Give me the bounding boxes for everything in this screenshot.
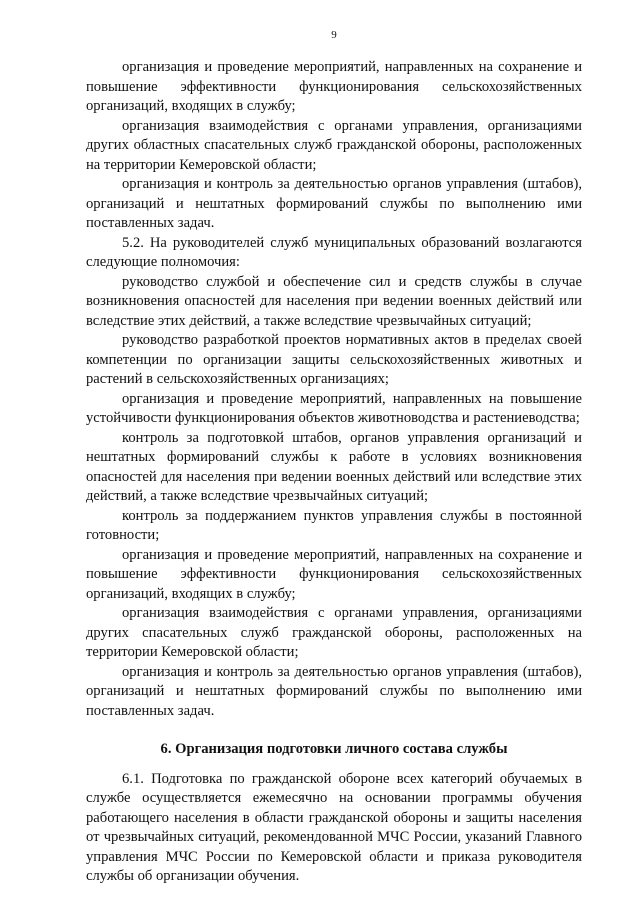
paragraph: организация взаимодействия с органами управления, организациями других областных спасательных служб гражданской обороны, расположенных на территории Кемеровской области; xyxy=(86,117,582,173)
paragraph: контроль за подготовкой штабов, органов управления организаций и нештатных формирований службы к работе в условиях возникновения опасностей для населения при ведении военных действий или вследствие этих действий, а также вследствие чрезвычайных ситуаций; xyxy=(86,429,582,504)
paragraph: 5.2. На руководителей служб муниципальных образований возлагаются следующие полномочия: xyxy=(86,234,582,270)
section-heading: 6. Организация подготовки личного состава службы xyxy=(160,741,508,757)
paragraph: организация и проведение мероприятий, направленных на сохранение и повышение эффективности функционирования сельскохозяйственных организаций, входящих в службу; xyxy=(86,546,582,602)
paragraph: контроль за поддержанием пунктов управления службы в постоянной готовности; xyxy=(86,507,582,543)
paragraph: организация и проведение мероприятий, направленных на сохранение и повышение эффективности функционирования сельскохозяйственных организаций, входящих в службу; xyxy=(86,59,582,114)
paragraph: руководство разработкой проектов нормативных актов в пределах своей компетенции по организации защиты сельскохозяйственных животных и растений в сельскохозяйственных организациях; xyxy=(86,332,582,387)
paragraph: 6.1. Подготовка по гражданской обороне всех категорий обучаемых в службе осуществляется ежемесячно на основании программы обучения работающего населения в области гражданской обороны и защиты населения от чрезвычайных ситуаций, рекомендованной МЧС России, указаний Главного управления МЧС России по Кемеровской области и приказа руководителя службы об организации обучения. xyxy=(86,770,582,884)
paragraph: организация и контроль за деятельностью органов управления (штабов), организаций и нештатных формирований службы по выполнению ими поставленных задач. xyxy=(86,176,582,231)
paragraph: руководство службой и обеспечение сил и средств службы в случае возникновения опасностей для населения при ведении военных действий или вследствие этих действий, а также вследствие чрезвычайных ситуаций; xyxy=(86,273,582,329)
page-number: 9 xyxy=(331,29,337,41)
paragraph: организация и проведение мероприятий, направленных на повышение устойчивости функционирования объектов животноводства и растениеводства; xyxy=(86,390,582,426)
paragraph: организация и контроль за деятельностью органов управления (штабов), организаций и нештатных формирований службы по выполнению ими поставленных задач. xyxy=(86,663,582,719)
paragraph: организация взаимодействия с органами управления, организациями других спасательных служб гражданской обороны, расположенных на территории Кемеровской области; xyxy=(86,605,582,660)
